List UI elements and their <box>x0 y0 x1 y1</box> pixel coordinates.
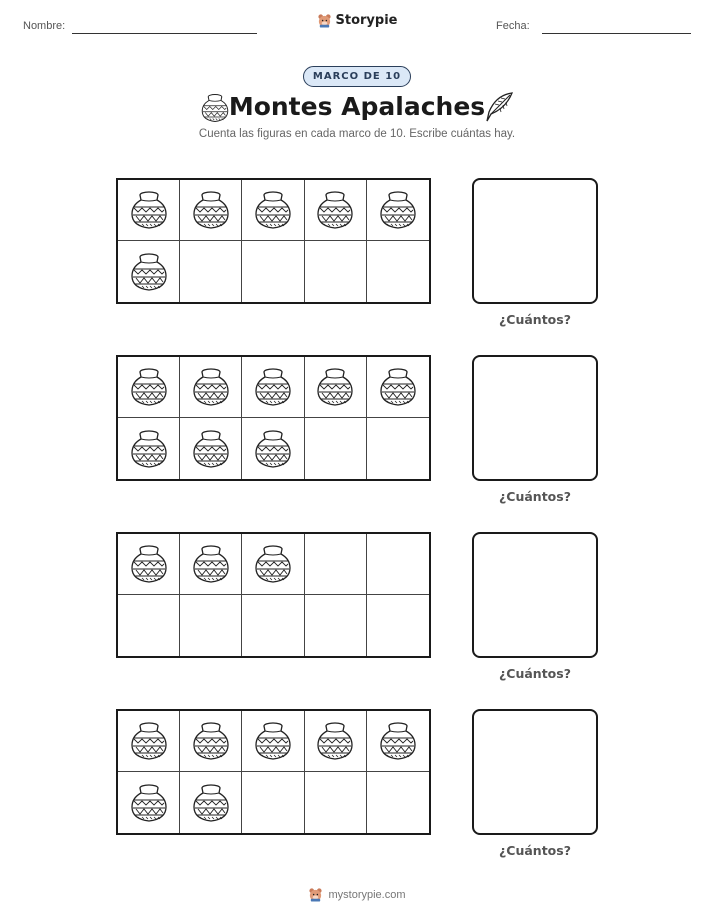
frame-cell <box>305 534 367 595</box>
clay-pot-icon <box>191 189 231 231</box>
clay-pot-icon <box>253 543 293 585</box>
frame-cell <box>367 241 429 302</box>
ten-frame-2 <box>116 355 431 481</box>
date-line[interactable] <box>542 33 691 34</box>
frame-cell <box>118 241 180 302</box>
frame-cell <box>242 772 304 833</box>
frame-cell <box>242 418 304 479</box>
instructions: Cuenta las figuras en cada marco de 10. Escribe cuántas hay. <box>198 128 516 140</box>
count-label-2: ¿Cuántos? <box>499 489 571 504</box>
frame-cell <box>305 357 367 418</box>
clay-pot-icon <box>378 189 418 231</box>
ten-frame-3 <box>116 532 431 658</box>
bear-icon <box>308 887 323 902</box>
clay-pot-icon <box>129 251 169 293</box>
clay-pot-icon <box>315 720 355 762</box>
clay-pot-icon <box>191 428 231 470</box>
frame-cell <box>180 595 242 656</box>
frame-cell <box>180 357 242 418</box>
clay-pot-icon <box>253 428 293 470</box>
count-label-1: ¿Cuántos? <box>499 312 571 327</box>
clay-pot-icon <box>191 782 231 824</box>
bear-icon <box>317 13 332 28</box>
frame-cell <box>180 772 242 833</box>
answer-box-2[interactable] <box>472 355 598 481</box>
frame-cell <box>118 357 180 418</box>
frame-cell <box>180 534 242 595</box>
clay-pot-icon <box>378 366 418 408</box>
ten-frame-1 <box>116 178 431 304</box>
clay-pot-icon <box>191 720 231 762</box>
frame-cell <box>367 595 429 656</box>
frame-cell <box>118 711 180 772</box>
footer-url[interactable]: mystorypie.com <box>328 888 406 901</box>
feather-icon <box>482 90 516 124</box>
clay-pot-icon <box>253 366 293 408</box>
clay-pot-icon <box>253 720 293 762</box>
clay-pot-icon <box>129 543 169 585</box>
frame-cell <box>118 180 180 241</box>
clay-pot-icon <box>129 366 169 408</box>
frame-cell <box>180 241 242 302</box>
clay-pot-icon <box>129 782 169 824</box>
clay-pot-icon <box>129 189 169 231</box>
count-label-4: ¿Cuántos? <box>499 843 571 858</box>
frame-cell <box>305 711 367 772</box>
frame-cell <box>242 595 304 656</box>
frame-cell <box>367 534 429 595</box>
frame-cell <box>367 772 429 833</box>
frame-cell <box>180 418 242 479</box>
frame-cell <box>242 534 304 595</box>
answer-box-1[interactable] <box>472 178 598 304</box>
frame-cell <box>242 241 304 302</box>
frame-cell <box>367 711 429 772</box>
name-line[interactable] <box>72 33 257 34</box>
frame-cell <box>305 180 367 241</box>
frame-cell <box>242 180 304 241</box>
frame-cell <box>367 418 429 479</box>
worksheet-type-badge: MARCO DE 10 <box>303 66 411 87</box>
frame-cell <box>305 418 367 479</box>
answer-box-3[interactable] <box>472 532 598 658</box>
frame-cell <box>242 357 304 418</box>
clay-pot-icon <box>191 366 231 408</box>
name-label: Nombre: <box>23 20 66 32</box>
clay-pot-icon <box>129 720 169 762</box>
ten-frame-4 <box>116 709 431 835</box>
clay-pot-icon <box>378 720 418 762</box>
frame-cell <box>367 357 429 418</box>
page-title: Montes Apalaches <box>228 92 486 121</box>
clay-pot-icon <box>253 189 293 231</box>
clay-pot-icon <box>315 189 355 231</box>
answer-box-4[interactable] <box>472 709 598 835</box>
frame-cell <box>180 711 242 772</box>
logo-text: Storypie <box>335 13 398 28</box>
frame-cell <box>242 711 304 772</box>
frame-cell <box>180 180 242 241</box>
frame-cell <box>118 595 180 656</box>
count-label-3: ¿Cuántos? <box>499 666 571 681</box>
logo <box>0 13 714 33</box>
frame-cell <box>118 418 180 479</box>
frame-cell <box>367 180 429 241</box>
date-label: Fecha: <box>496 20 530 32</box>
frame-cell <box>305 595 367 656</box>
frame-cell <box>305 772 367 833</box>
clay-pot-icon <box>129 428 169 470</box>
frame-cell <box>118 534 180 595</box>
frame-cell <box>305 241 367 302</box>
frame-cell <box>118 772 180 833</box>
clay-pot-icon <box>191 543 231 585</box>
clay-pot-icon <box>315 366 355 408</box>
